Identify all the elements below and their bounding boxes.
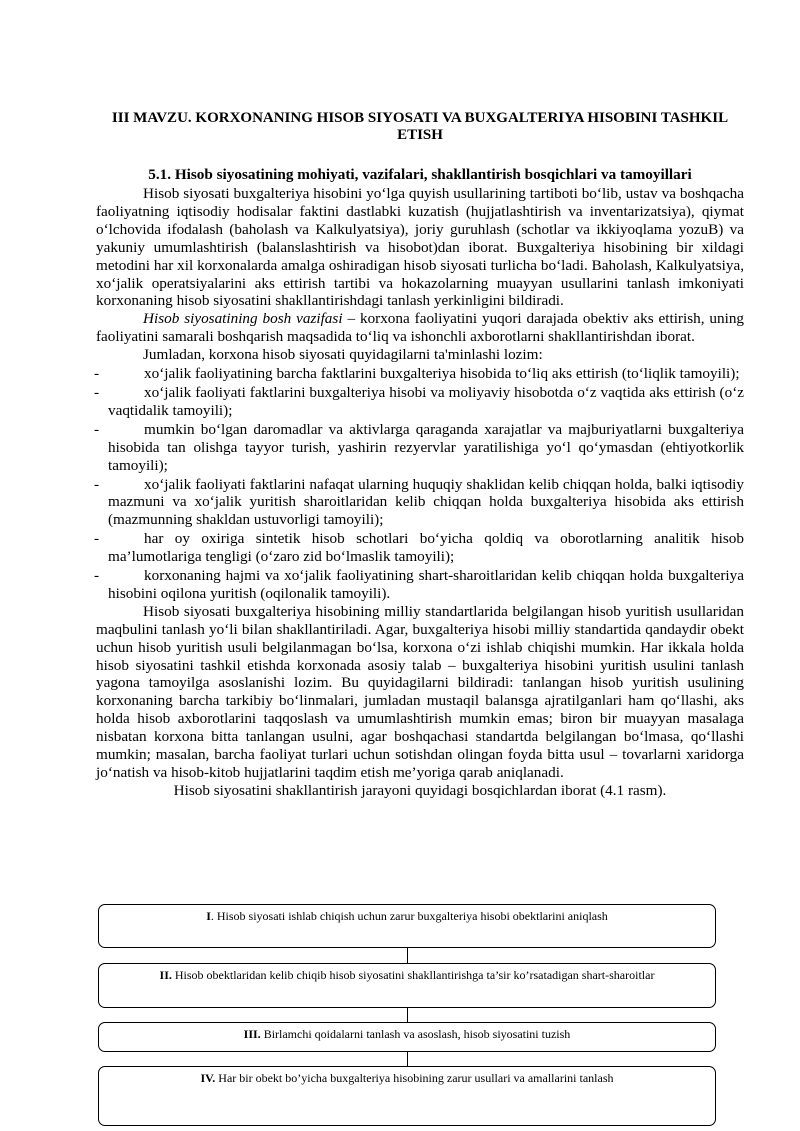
- step-number: I: [206, 909, 211, 923]
- chapter-title: III MAVZU. KORXONANING HISOB SIYOSATI VA BUXGALTERIYA HISOBINI TASHKIL ETISH: [111, 110, 729, 143]
- step-number: III.: [243, 1027, 261, 1041]
- dash-marker: -: [94, 420, 100, 438]
- main-task-term: Hisob siyosatining bosh vazifasi: [143, 310, 343, 328]
- flow-step-4: [98, 1066, 716, 1126]
- list-item: [96, 384, 744, 420]
- flow-connector: [407, 1008, 408, 1022]
- step-text: Birlamchi qoidalarni tanlash va asoslash, hisob siyosatini tuzish: [263, 1027, 571, 1041]
- list-item-text: mumkin boʻlgan daromadlar va aktivlarga qaraganda xarajatlar va majburiyatlarni buxgalteriya hisobida tan olishga tayyor turish, yashirin rezyervlar yaratilishiga yoʻl qoʻymasdan (ehtiyotkorlik tamoyili);: [108, 420, 744, 474]
- dash-marker: -: [94, 383, 100, 401]
- list-item-text: har oy oxiriga sintetik hisob schotlari boʻyicha qoldiq va oborotlarning analitik hisob ma’lumotlariga tengligi (oʻzaro zid boʻlmaslik tamoyili);: [108, 530, 744, 566]
- dash-marker: -: [94, 530, 100, 548]
- step-text: Hisob obektlaridan kelib chiqib hisob siyosatini shakllantirishga ta’sir ko’rsatadigan shart-sharoitlar: [174, 968, 655, 982]
- flow-connector: [407, 1052, 408, 1066]
- list-item: [96, 365, 744, 383]
- step-number: II.: [159, 968, 172, 982]
- flow-step-2: [98, 963, 716, 1008]
- step-text: Har bir obekt bo’yicha buxgalteriya hisobining zarur usullari va amallarini tanlash: [218, 1071, 614, 1085]
- section-heading: 5.1. Hisob siyosatining mohiyati, vazifalari, shakllantirish bosqichlari va tamoyillari: [148, 166, 692, 183]
- list-item-text: xoʻjalik faoliyati faktlarini nafaqat ularning huquqiy shaklidan kelib chiqqan holda, balki iqtisodiy mazmuni va xoʻjalik yuritish sharoitlaridan kelib chiqqan holda buxgalteriya hisobida aks ettirish (mazmunning shakldan ustuvorligi tamoyili);: [108, 475, 744, 529]
- list-item: [96, 421, 744, 475]
- list-item-text: xoʻjalik faoliyatining barcha faktlarini buxgalteriya hisobida toʻliq aks ettirish (toʻliqlik tamoyili);: [144, 365, 740, 383]
- list-item: [96, 476, 744, 530]
- flow-step-1: [98, 904, 716, 948]
- main-task-text: – korxona faoliyatini yuqori darajada obektiv aks ettirish, uning faoliyatini samarali boshqarish maqsadida toʻliq va ishonchli axborotlarni shakllantirishdan iborat.: [96, 310, 745, 346]
- flow-connector: [407, 948, 408, 963]
- list-item: [96, 567, 744, 603]
- step-separator: .: [210, 909, 217, 923]
- dash-marker: -: [94, 475, 100, 493]
- document-page: [96, 0, 744, 800]
- list-item-text: xoʻjalik faoliyati faktlarini buxgalteriya hisobi va moliyaviy hisobotda oʻz vaqtida aks ettirish (oʻz vaqtidalik tamoyili);: [108, 383, 744, 419]
- paragraph-definition: Hisob siyosati buxgalteriya hisobini yoʻlga quyish usullarining tartiboti boʻlib, ustav va boshqacha faoliyatning iqtisodiy hodisalar faktini dastlabki kuzatish (hujjatlashtirish va inventarizatsiya), qiymat oʻlchovida ifodalash (baholash va Kalkulyatsiya), joriy guruhlash (schotlar va ikkiyoqlama yozuB) va yakuniy umumlashtirish (balanslashtirish va hisobot)dan iborat. Buxgalteriya hisobining bir xildagi metodini har xil korxonalarda amalga oshiradigan hisob siyosati turlicha boʻladi. Baholash, Kalkulyatsiya, xoʻjalik operatsiyalarini aks ettirish tartibi va hokazolarning muayyan usullarini tanlash imkoniyati korxonaning hisob siyosatini shakllantirishdagi tanlash yerkinligini bildiradi.: [96, 185, 744, 310]
- step-text: Hisob siyosati ishlab chiqish uchun zarur buxgalteriya hisobi obektlarini aniqlash: [216, 909, 608, 923]
- dash-marker: -: [94, 567, 100, 585]
- paragraph-figure-intro: Hisob siyosatini shakllantirish jarayoni quyidagi bosqichlardan iborat (4.1 rasm).: [173, 781, 667, 799]
- flow-step-3: [98, 1022, 716, 1052]
- dash-marker: -: [94, 365, 100, 383]
- list-item: [96, 530, 744, 566]
- process-flowchart: [98, 904, 718, 1131]
- step-number: IV.: [200, 1071, 216, 1085]
- paragraph-main-task: [96, 310, 744, 346]
- paragraph-list-intro: Jumladan, korxona hisob siyosati quyidagilarni ta'minlashi lozim:: [143, 346, 543, 364]
- paragraph-standards: Hisob siyosati buxgalteriya hisobining milliy standartlarida belgilangan hisob yuritish usullaridan maqbulini tanlash yoʻli bilan shakllantiriladi. Agar, buxgalteriya hisobi milliy standartida qandaydir obekt uchun hisob yuritish usuli belgilanmagan boʻlsa, korxona oʻzi ishlab chiqishi mumkin. Har ikkala holda hisob siyosatini tashkil etishda korxonada asosiy talab – buxgalteriya hisobini yuritish usulini tanlash yagona tamoyilga asoslanishi lozim. Bu quyidagilarni bildiradi: tanlangan hisob yuritish usulining korxonaning barcha tarkibiy boʻlinmalari, jumladan mustaqil balansga ajratilganlari ham qoʻllashi, aks holda hisob axborotlarini taqqoslash va umumlashtirish mumkin emas; biron bir muayyan masalaga nisbatan korxona bitta tanlangan usulni, agar boshqachasi standartda belgilangan boʻlmasa, qoʻllashi mumkin; masalan, barcha faoliyat turlari uchun sotishdan olingan foyda bitta usul – tovarlarni xaridorga joʻnatish va hisob-kitob hujjatlarini taqdim etish me’yoriga qarab aniqlanadi.: [96, 602, 744, 781]
- list-item-text: korxonaning hajmi va xoʻjalik faoliyatining shart-sharoitlaridan kelib chiqqan holda buxgalteriya hisobini oqilona yuritish (oqilonalik tamoyili).: [108, 567, 744, 602]
- principles-list: [96, 365, 744, 603]
